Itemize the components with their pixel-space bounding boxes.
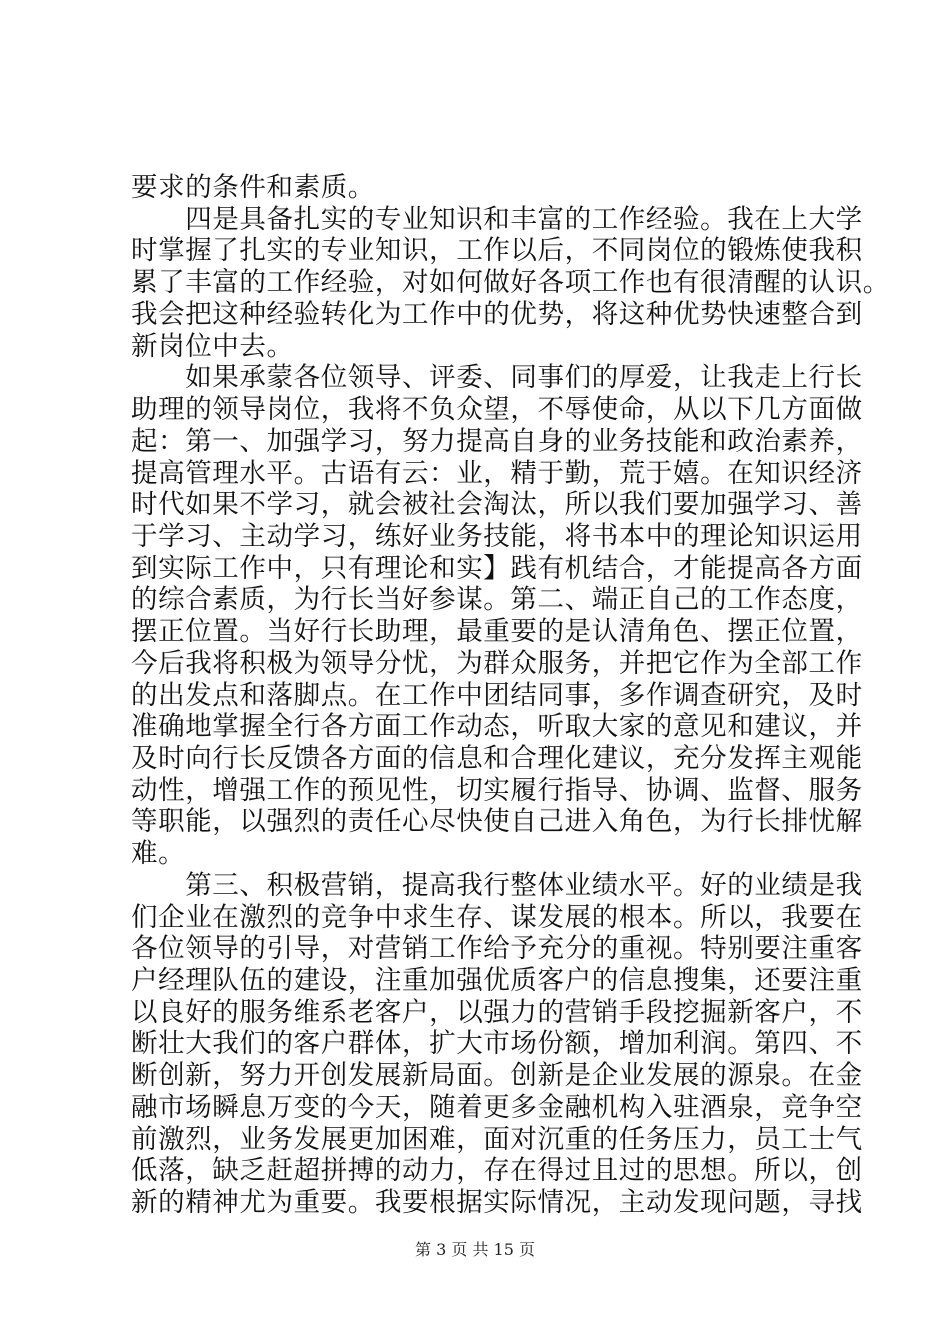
text-line: 准确地掌握全行各方面工作动态，听取大家的意见和建议，并	[131, 711, 863, 743]
text-line: 断创新，努力开创发展新局面。创新是企业发展的源泉。在金	[131, 1060, 863, 1092]
text-line: 的出发点和落脚点。在工作中团结同事，多作调查研究，及时	[131, 679, 863, 711]
text-line: 低落，缺乏赶超拼搏的动力，存在得过且过的思想。所以，创	[131, 1155, 863, 1187]
text-line: 融市场瞬息万变的今天，随着更多金融机构入驻酒泉，竞争空	[131, 1091, 863, 1123]
text-line: 四是具备扎实的专业知识和丰富的工作经验。我在上大学	[131, 203, 863, 235]
text-line: 于学习、主动学习，练好业务技能，将书本中的理论知识运用	[131, 520, 863, 552]
text-line: 我会把这种经验转化为工作中的优势，将这种优势快速整合到	[131, 298, 863, 330]
text-line: 新的精神尤为重要。我要根据实际情况，主动发现问题，寻找	[131, 1187, 863, 1218]
text-line: 各位领导的引导，对营销工作给予充分的重视。特别要注重客	[131, 933, 863, 965]
text-line: 断壮大我们的客户群体，扩大市场份额，增加利润。第四、不	[131, 1028, 863, 1060]
text-line: 户经理队伍的建设，注重加强优质客户的信息搜集，还要注重	[131, 965, 863, 996]
text-line: 及时向行长反馈各方面的信息和合理化建议，充分发挥主观能	[131, 742, 863, 774]
text-line: 提高管理水平。古语有云：业，精于勤，荒于嬉。在知识经济	[131, 457, 863, 489]
text-line: 摆正位置。当好行长助理，最重要的是认清角色、摆正位置，	[131, 616, 863, 648]
text-line: 起：第一、加强学习，努力提高自身的业务技能和政治素养，	[131, 425, 863, 457]
text-line: 如果承蒙各位领导、评委、同事们的厚爱，让我走上行长	[131, 362, 863, 394]
text-line: 动性，增强工作的预见性，切实履行指导、协调、监督、服务	[131, 774, 863, 806]
text-line: 的综合素质，为行长当好参谋。第二、端正自己的工作态度，	[131, 584, 863, 616]
page-footer: 第 3 页 共 15 页	[415, 1240, 535, 1259]
text-line: 新岗位中去。	[131, 330, 294, 362]
text-line: 等职能，以强烈的责任心尽快使自己进入角色，为行长排忧解	[131, 806, 863, 838]
text-line: 时掌握了扎实的专业知识，工作以后，不同岗位的锻炼使我积	[131, 235, 863, 267]
text-line: 时代如果不学习，就会被社会淘汰，所以我们要加强学习、善	[131, 489, 863, 521]
text-line: 前激烈，业务发展更加困难，面对沉重的任务压力，员工士气	[131, 1123, 863, 1155]
text-line: 要求的条件和素质。	[131, 172, 375, 203]
text-line: 今后我将积极为领导分忧，为群众服务，并把它作为全部工作	[131, 647, 863, 679]
text-line: 们企业在激烈的竞争中求生存、谋发展的根本。所以，我要在	[131, 901, 863, 933]
text-line: 难。	[131, 838, 186, 870]
text-line: 以良好的服务维系老客户，以强力的营销手段挖掘新客户，不	[131, 996, 863, 1028]
text-line: 第三、积极营销，提高我行整体业绩水平。好的业绩是我	[131, 869, 863, 901]
text-line: 到实际工作中，只有理论和实】践有机结合，才能提高各方面	[131, 552, 863, 584]
text-line: 累了丰富的工作经验，对如何做好各项工作也有很清醒的认识。	[131, 267, 890, 299]
text-line: 助理的领导岗位，我将不负众望，不辱使命，从以下几方面做	[131, 394, 863, 425]
